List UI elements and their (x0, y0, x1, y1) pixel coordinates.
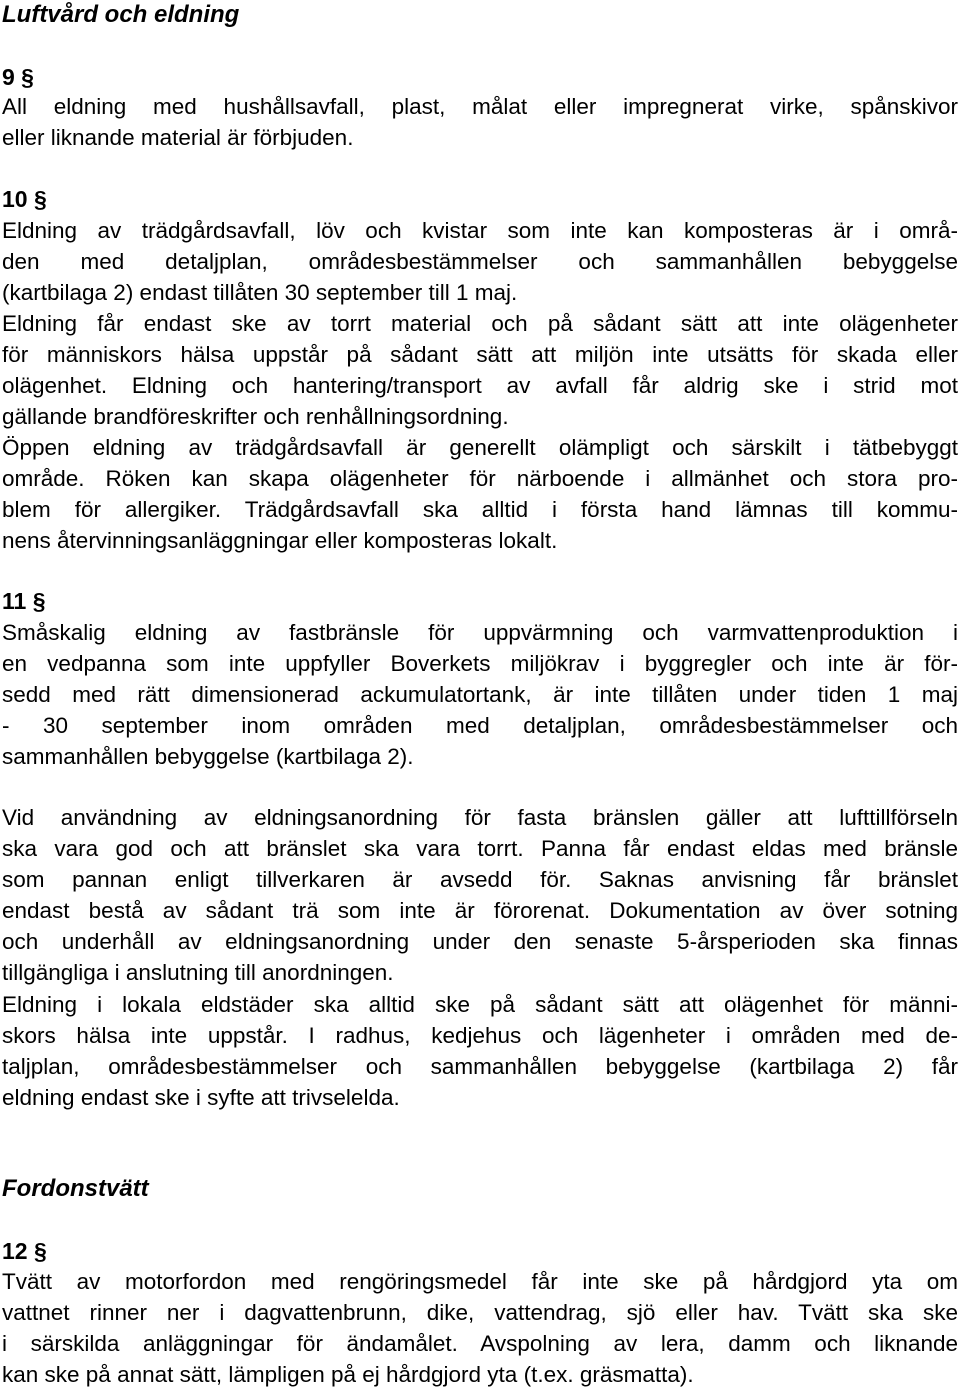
text-line: Småskalig eldning av fastbränsle för uppvärmning och varmvattenproduktion i (2, 620, 958, 645)
paragraph-number-10: 10 § (2, 186, 47, 212)
text-line: blem för allergiker. Trädgårdsavfall ska alltid i första hand lämnas till kommu- (2, 497, 958, 522)
text-line: som pannan enligt tillverkaren är avsedd för. Saknas anvisning får bränslet (2, 867, 958, 892)
paragraph-number-9: 9 § (2, 64, 34, 90)
text-line: - 30 september inom områden med detaljplan, områdesbestämmelser och (2, 713, 958, 738)
text-line: eldning endast ske i syfte att trivselelda. (2, 1085, 400, 1110)
section-heading-fordonstvatt: Fordonstvätt (2, 1175, 149, 1202)
paragraph-11-block-3 (2, 989, 958, 1113)
paragraph-number-11: 11 § (2, 588, 46, 614)
paragraph-10-text (2, 215, 958, 556)
text-line: tillgängliga i anslutning till anordningen. (2, 960, 394, 985)
text-line: och underhåll av eldningsanordning under den senaste 5-årsperioden ska finnas (2, 929, 958, 954)
text-line: All eldning med hushållsavfall, plast, målat eller impregnerat virke, spånskivor (2, 94, 958, 119)
text-line: sammanhållen bebyggelse (kartbilaga 2). (2, 744, 414, 769)
text-line: nens återvinningsanläggningar eller komposteras lokalt. (2, 528, 558, 553)
text-line: (kartbilaga 2) endast tillåten 30 september till 1 maj. (2, 280, 518, 305)
text-line: område. Röken kan skapa olägenheter för närboende i allmänhet och stora pro- (2, 466, 958, 491)
text-line: Eldning i lokala eldstäder ska alltid ske på sådant sätt att olägenhet för männi- (2, 992, 958, 1017)
text-line: Vid användning av eldningsanordning för fasta bränslen gäller att lufttillförseln (2, 805, 958, 830)
text-line: vattnet rinner ner i dagvattenbrunn, dike, vattendrag, sjö eller hav. Tvätt ska ske (2, 1300, 958, 1325)
text-line: en vedpanna som inte uppfyller Boverkets miljökrav i byggregler och inte är för- (2, 651, 958, 676)
paragraph-9-text (2, 91, 958, 153)
text-line: i särskilda anläggningar för ändamålet. Avspolning av lera, damm och liknande (2, 1331, 958, 1356)
text-line: ska vara god och att bränslet ska vara torrt. Panna får endast eldas med bränsle (2, 836, 958, 861)
text-line: Eldning får endast ske av torrt material och på sådant sätt att inte olägenheter (2, 311, 958, 336)
text-line: den med detaljplan, områdesbestämmelser och sammanhållen bebyggelse (2, 249, 958, 274)
text-line: Eldning av trädgårdsavfall, löv och kvistar som inte kan komposteras är i områ- (2, 218, 958, 243)
text-line: taljplan, områdesbestämmelser och sammanhållen bebyggelse (kartbilaga 2) får (2, 1054, 958, 1079)
text-line: för människors hälsa uppstår på sådant sätt att miljön inte utsätts för skada eller (2, 342, 958, 367)
text-line: endast bestå av sådant trä som inte är förorenat. Dokumentation av över sotning (2, 898, 958, 923)
text-line: Öppen eldning av trädgårdsavfall är generellt olämpligt och särskilt i tätbebyggt (2, 435, 958, 460)
paragraph-11-block-2 (2, 802, 958, 988)
paragraph-number-12: 12 § (2, 1238, 47, 1264)
text-line: gällande brandföreskrifter och renhållningsordning. (2, 404, 509, 429)
text-line: eller liknande material är förbjuden. (2, 125, 354, 150)
paragraph-12-text (2, 1266, 958, 1390)
text-line: sedd med rätt dimensionerad ackumulatortank, är inte tillåten under tiden 1 maj (2, 682, 958, 707)
text-line: olägenhet. Eldning och hantering/transport av avfall får aldrig ske i strid mot (2, 373, 958, 398)
text-line: skors hälsa inte uppstår. I radhus, kedjehus och lägenheter i områden med de- (2, 1023, 958, 1048)
text-line: kan ske på annat sätt, lämpligen på ej hårdgjord yta (t.ex. gräsmatta). (2, 1362, 694, 1387)
paragraph-11-block-1 (2, 617, 958, 772)
section-heading-luftvard: Luftvård och eldning (2, 1, 240, 28)
text-line: Tvätt av motorfordon med rengöringsmedel får inte ske på hårdgjord yta om (2, 1269, 958, 1294)
